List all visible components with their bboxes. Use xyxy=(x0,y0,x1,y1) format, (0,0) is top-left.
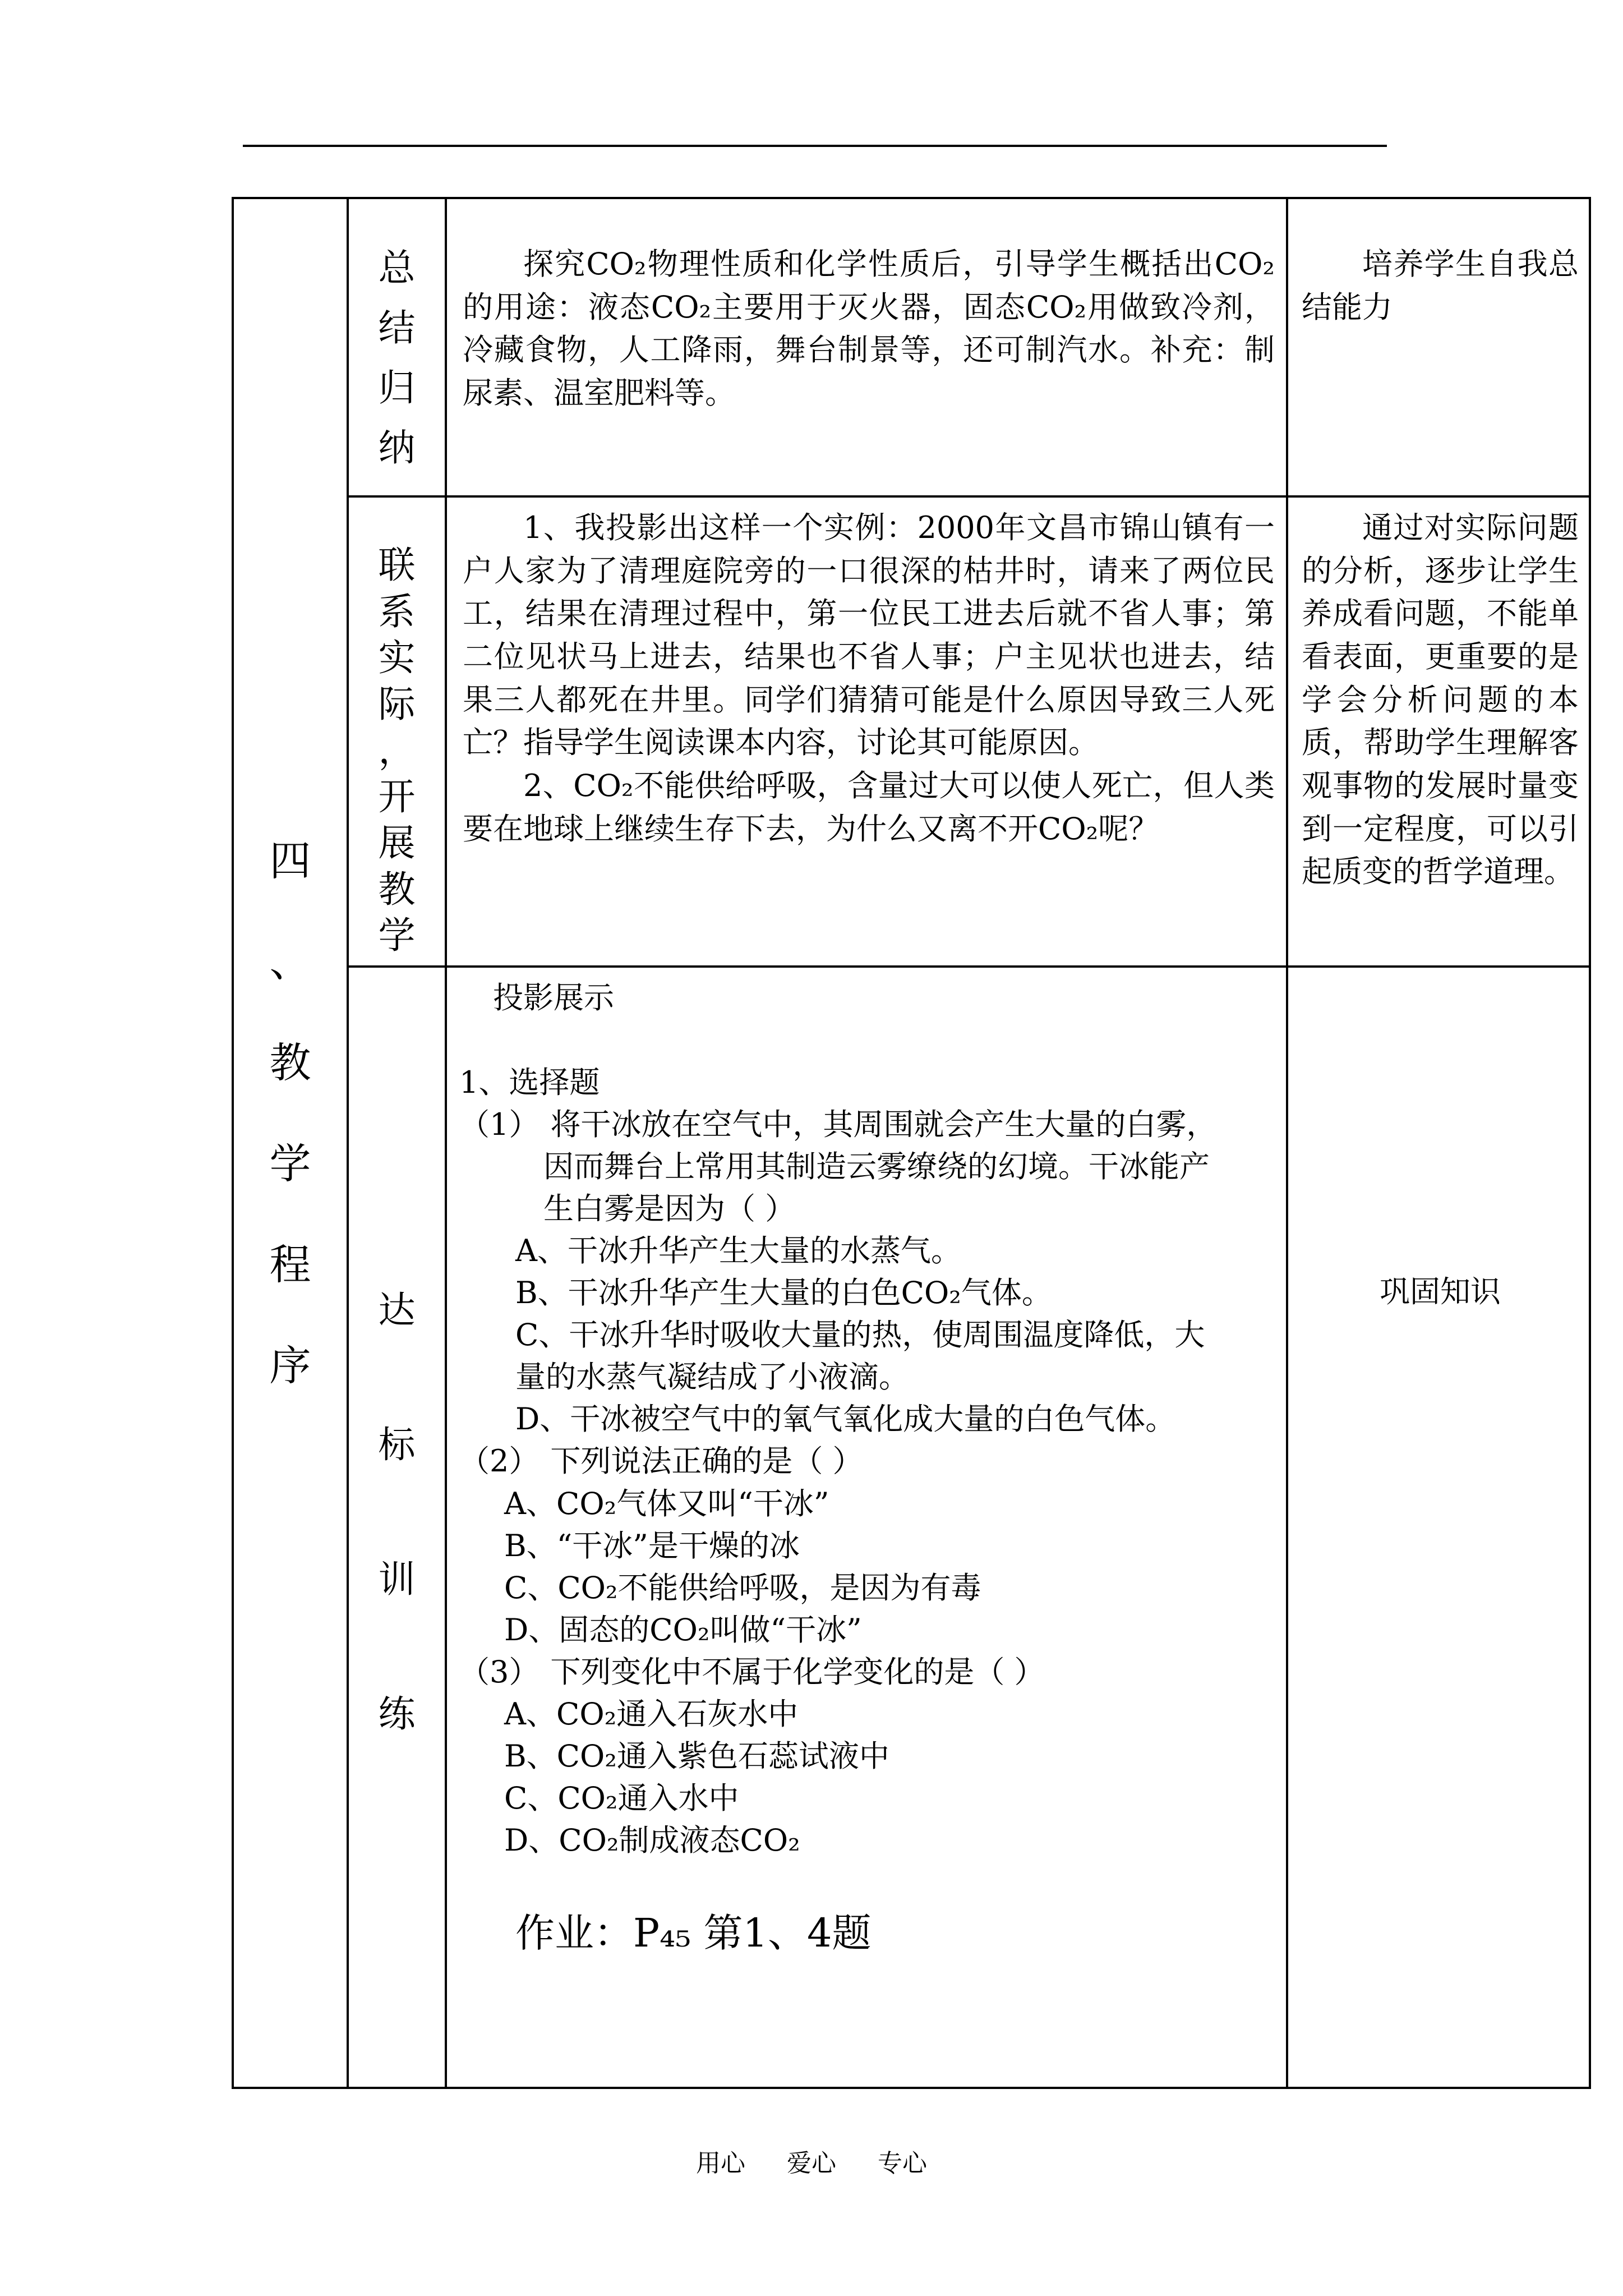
lesson-table xyxy=(232,197,1591,2089)
question-stem: 下列变化中不属于化学变化的是（ ） xyxy=(550,1654,1045,1690)
stage-title-char: 序 xyxy=(269,1341,311,1390)
question-option: B、干冰升华产生大量的白色CO₂气体。 xyxy=(515,1275,1052,1311)
purpose-text: 培养学生自我总结能力 xyxy=(1302,246,1579,325)
label-char: 练 xyxy=(378,1692,416,1736)
section-label-practice xyxy=(349,498,445,959)
label-char: 系 xyxy=(378,590,416,633)
section-label-summary xyxy=(349,199,445,478)
stage-title-char: 程 xyxy=(269,1240,311,1289)
section-label-cell xyxy=(348,496,446,967)
question-2 xyxy=(459,1440,1275,1650)
question-option: D、固态的CO₂叫做“干冰” xyxy=(504,1612,862,1648)
stage-title-char: 学 xyxy=(269,1139,311,1188)
section-label-cell xyxy=(348,967,446,2088)
content-cell xyxy=(446,496,1287,967)
question-option: B、“干冰”是干燥的冰 xyxy=(504,1527,800,1563)
practice-content xyxy=(447,498,1286,850)
label-char: 标 xyxy=(378,1423,416,1466)
table-row xyxy=(233,967,1590,2088)
purpose-cell xyxy=(1287,967,1590,2088)
question-option: 量的水蒸气凝结成了小液滴。 xyxy=(515,1359,909,1395)
content-paragraph: 2、CO₂不能供给呼吸，含量过大可以使人死亡，但人类要在地球上继续生存下去，为什么又离不开CO₂呢？ xyxy=(463,768,1275,846)
question-number: （1） xyxy=(459,1107,540,1143)
question-option: C、干冰升华时吸收大量的热，使周围温度降低，大 xyxy=(515,1317,1205,1353)
label-char: 归 xyxy=(378,366,416,409)
label-char: 训 xyxy=(378,1557,416,1601)
question-option: D、干冰被空气中的氧气氧化成大量的白色气体。 xyxy=(515,1401,1176,1437)
table-row xyxy=(233,496,1590,967)
label-char: 联 xyxy=(378,544,416,587)
question-option: A、CO₂气体又叫“干冰” xyxy=(504,1485,829,1521)
question-number: （2） xyxy=(459,1443,540,1479)
section-label-cell xyxy=(348,198,446,496)
label-char: ， xyxy=(378,729,416,772)
stage-title xyxy=(234,836,347,1446)
label-char: 教 xyxy=(378,867,416,911)
purpose-cell xyxy=(1287,198,1590,496)
question-option: A、干冰升华产生大量的水蒸气。 xyxy=(515,1233,961,1269)
label-char: 结 xyxy=(378,306,416,349)
question-option: C、CO₂通入水中 xyxy=(504,1780,739,1816)
label-char: 实 xyxy=(378,636,416,679)
label-char: 学 xyxy=(378,914,416,957)
question-option: D、CO₂制成液态CO₂ xyxy=(504,1822,800,1858)
content-paragraph: 1、我投影出这样一个实例：2000年文昌市锦山镇有一户人家为了清理庭院旁的一口很深的枯井时，请来了两位民工，结果在清理过程中，第一位民工进去后就不省人事；第二位见状马上进去，结果也不省人事；户主见状也进去，结果三人都死在井里。同学们猜猜可能是什么原因导致三人死亡？指导学生阅读课本内容，讨论其可能原因。 xyxy=(463,510,1275,761)
question-number: （3） xyxy=(459,1654,540,1690)
question-1 xyxy=(459,1103,1275,1440)
stage-title-char: 、 xyxy=(269,937,311,986)
homework-text: 作业：P₄₅ 第1、4题 xyxy=(515,1910,872,1956)
question-stem: 因而舞台上常用其制造云雾缭绕的幻境。干冰能产 xyxy=(543,1149,1210,1185)
content-cell xyxy=(446,967,1287,2088)
label-char: 总 xyxy=(378,246,416,289)
purpose-text: 巩固知识 xyxy=(1380,1274,1501,1309)
drill-content xyxy=(447,968,1286,1961)
label-char: 际 xyxy=(378,682,416,726)
section-label-drill xyxy=(349,1288,445,1763)
label-char: 纳 xyxy=(378,426,416,470)
purpose-cell xyxy=(1287,496,1590,967)
question-3 xyxy=(459,1651,1275,1861)
purpose-text: 通过对实际问题的分析，逐步让学生养成看问题，不能单看表面，更重要的是学会分析问题的本质，帮助学生理解客观事物的发展时量变到一定程度，可以引起质变的哲学道理。 xyxy=(1302,510,1579,890)
question-option: A、CO₂通入石灰水中 xyxy=(504,1696,799,1732)
stage-title-cell xyxy=(233,198,348,2088)
question-option: B、CO₂通入紫色石蕊试液中 xyxy=(504,1738,889,1774)
content-paragraph: 探究CO₂物理性质和化学性质后，引导学生概括出CO₂的用途：液态CO₂主要用于灭火器，固态CO₂用做致冷剂，冷藏食物，人工降雨，舞台制景等，还可制汽水。补充：制尿素、温室肥料等。 xyxy=(463,246,1275,411)
table-row xyxy=(233,198,1590,496)
label-char: 展 xyxy=(378,821,416,864)
content-cell xyxy=(446,198,1287,496)
stage-title-char: 教 xyxy=(269,1038,311,1087)
quiz-heading: 1、选择题 xyxy=(459,1065,600,1101)
question-stem: 下列说法正确的是（ ） xyxy=(550,1443,863,1479)
header-rule xyxy=(243,145,1387,147)
quiz-intro: 投影展示 xyxy=(493,980,614,1015)
summary-content xyxy=(447,199,1286,415)
page-footer: 用心 爱心 专心 xyxy=(696,2149,927,2178)
label-char: 达 xyxy=(378,1288,416,1332)
label-char: 开 xyxy=(378,775,416,818)
question-option: C、CO₂不能供给呼吸，是因为有毒 xyxy=(504,1570,981,1605)
stage-title-char: 四 xyxy=(269,836,311,885)
question-stem: 将干冰放在空气中，其周围就会产生大量的白雾， xyxy=(550,1107,1217,1143)
question-stem: 生白雾是因为（ ） xyxy=(543,1191,796,1227)
